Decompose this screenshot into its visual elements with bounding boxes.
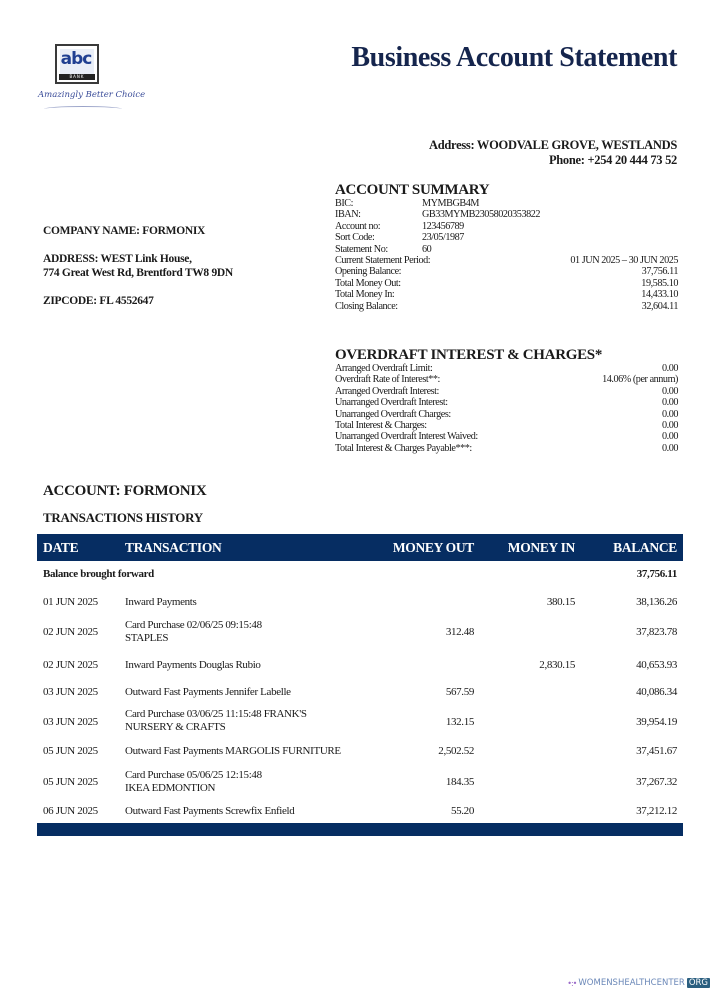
row-balance: 37,823.78 bbox=[636, 626, 677, 638]
row-money-out: 184.35 bbox=[445, 776, 474, 788]
watermark-badge: ORG bbox=[688, 978, 708, 988]
overdraft-value: 0.00 bbox=[661, 385, 678, 397]
column-header-transaction: TRANSACTION bbox=[125, 540, 222, 555]
summary-row-statement-no bbox=[335, 244, 678, 255]
row-date: 01 JUN 2025 bbox=[43, 596, 98, 608]
row-description: Outward Fast Payments MARGOLIS FURNITURE bbox=[125, 745, 341, 757]
row-money-in: 2,830.15 bbox=[539, 659, 575, 671]
row-date: 05 JUN 2025 bbox=[43, 745, 98, 757]
row-description: Card Purchase 02/06/25 09:15:48 bbox=[125, 619, 262, 631]
overdraft-value: 0.00 bbox=[661, 431, 678, 443]
summary-value: GB33MYMB23058020353822 bbox=[422, 209, 541, 221]
row-description: Card Purchase 05/06/25 12:15:48 bbox=[125, 769, 262, 781]
summary-label: Sort Code: bbox=[335, 232, 375, 244]
account-summary-title: ACCOUNT SUMMARY bbox=[335, 182, 490, 198]
logo-swoosh bbox=[44, 106, 122, 112]
overdraft-section bbox=[335, 347, 678, 454]
table-row bbox=[37, 650, 683, 677]
company-address-line1: ADDRESS: WEST Link House, bbox=[43, 253, 192, 265]
summary-row-money-in bbox=[335, 289, 678, 300]
row-balance: 37,267.32 bbox=[636, 776, 677, 788]
column-header-balance: BALANCE bbox=[613, 540, 677, 555]
summary-row-bic bbox=[335, 198, 678, 209]
summary-row-money-out bbox=[335, 278, 678, 289]
row-money-out: 312.48 bbox=[445, 626, 474, 638]
overdraft-value: 0.00 bbox=[661, 408, 678, 420]
overdraft-row bbox=[335, 363, 678, 374]
table-row bbox=[37, 614, 683, 650]
account-title: ACCOUNT: FORMONIX bbox=[43, 483, 207, 499]
row-balance: 40,653.93 bbox=[636, 659, 677, 671]
bank-logo bbox=[38, 44, 146, 114]
summary-label: Current Statement Period: bbox=[335, 254, 431, 266]
watermark-dots-icon: •:• bbox=[567, 978, 577, 988]
company-name: COMPANY NAME: FORMONIX bbox=[43, 225, 206, 237]
summary-value: 37,756.11 bbox=[641, 266, 678, 278]
summary-label: IBAN: bbox=[335, 209, 361, 221]
row-date: 02 JUN 2025 bbox=[43, 626, 98, 638]
row-money-out: 132.15 bbox=[445, 716, 474, 728]
summary-value: 19,585.10 bbox=[641, 277, 678, 289]
column-header-money-in: MONEY IN bbox=[507, 540, 575, 555]
row-description: Inward Payments Douglas Rubio bbox=[125, 659, 261, 671]
row-balance: 40,086.34 bbox=[636, 686, 677, 698]
summary-row-closing-balance bbox=[335, 301, 678, 312]
row-description-line2: IKEA EDMONTION bbox=[125, 782, 216, 794]
brought-forward-balance: 37,756.11 bbox=[636, 568, 677, 580]
table-row-brought-forward bbox=[37, 561, 683, 588]
summary-label: BIC: bbox=[335, 198, 354, 209]
table-row bbox=[37, 798, 683, 823]
row-balance: 37,212.12 bbox=[636, 805, 677, 817]
row-date: 03 JUN 2025 bbox=[43, 716, 98, 728]
table-row bbox=[37, 677, 683, 705]
summary-row-period bbox=[335, 255, 678, 266]
bank-address: Address: WOODVALE GROVE, WESTLANDS bbox=[429, 138, 677, 152]
overdraft-value: 14.06% (per annum) bbox=[602, 374, 678, 386]
summary-value: MYMBGB4M bbox=[422, 198, 479, 209]
row-date: 02 JUN 2025 bbox=[43, 659, 98, 671]
summary-value: 60 bbox=[422, 243, 432, 255]
overdraft-value: 0.00 bbox=[661, 442, 678, 454]
row-description-line2: NURSERY & CRAFTS bbox=[125, 721, 226, 733]
table-footer-bar bbox=[37, 823, 683, 836]
table-row bbox=[37, 737, 683, 765]
table-header bbox=[37, 534, 683, 561]
summary-value: 32,604.11 bbox=[641, 300, 678, 312]
summary-value: 123456789 bbox=[422, 220, 464, 232]
logo-letters: abc bbox=[60, 49, 92, 69]
row-money-out: 567.59 bbox=[445, 686, 474, 698]
overdraft-row bbox=[335, 397, 678, 408]
bank-address-block bbox=[429, 138, 677, 168]
summary-label: Account no: bbox=[335, 220, 381, 232]
summary-value: 14,433.10 bbox=[641, 289, 678, 301]
summary-label: Opening Balance: bbox=[335, 266, 402, 278]
bank-phone: Phone: +254 20 444 73 52 bbox=[548, 153, 677, 167]
overdraft-row bbox=[335, 386, 678, 397]
overdraft-value: 0.00 bbox=[661, 397, 678, 409]
column-header-money-out: MONEY OUT bbox=[392, 540, 474, 555]
summary-row-iban bbox=[335, 209, 678, 220]
logo-tagline: Amazingly Better Choice bbox=[38, 90, 146, 100]
summary-value: 01 JUN 2025 – 30 JUN 2025 bbox=[570, 254, 678, 266]
row-balance: 37,451.67 bbox=[636, 745, 677, 757]
row-date: 05 JUN 2025 bbox=[43, 776, 98, 788]
table-row bbox=[37, 588, 683, 614]
row-money-out: 2,502.52 bbox=[438, 745, 474, 757]
overdraft-label: Total Interest & Charges Payable***: bbox=[335, 442, 472, 454]
row-date: 06 JUN 2025 bbox=[43, 805, 98, 817]
summary-label: Total Money In: bbox=[335, 289, 395, 301]
overdraft-row bbox=[335, 420, 678, 431]
logo-bar: BANK bbox=[59, 74, 95, 80]
overdraft-label: Arranged Overdraft Limit: bbox=[335, 363, 433, 374]
watermark bbox=[567, 978, 710, 988]
summary-row-sort-code bbox=[335, 232, 678, 243]
overdraft-row bbox=[335, 443, 678, 454]
row-description: Outward Fast Payments Jennifer Labelle bbox=[125, 686, 291, 698]
overdraft-row bbox=[335, 431, 678, 442]
overdraft-label: Unarranged Overdraft Interest: bbox=[335, 397, 448, 409]
page-title: Business Account Statement bbox=[351, 42, 677, 73]
column-header-date: DATE bbox=[43, 540, 79, 555]
overdraft-row bbox=[335, 409, 678, 420]
brought-forward-label: Balance brought forward bbox=[43, 568, 154, 580]
summary-row-opening-balance bbox=[335, 266, 678, 277]
summary-value: 23/05/1987 bbox=[422, 232, 464, 244]
overdraft-row bbox=[335, 374, 678, 385]
account-summary bbox=[335, 182, 678, 312]
row-money-out: 55.20 bbox=[450, 805, 474, 817]
overdraft-label: Total Interest & Charges: bbox=[335, 419, 427, 431]
row-balance: 38,136.26 bbox=[636, 596, 677, 608]
summary-label: Statement No: bbox=[335, 243, 388, 255]
row-balance: 39,954.19 bbox=[636, 716, 677, 728]
overdraft-label: Unarranged Overdraft Charges: bbox=[335, 408, 451, 420]
table-row bbox=[37, 765, 683, 798]
summary-label: Total Money Out: bbox=[335, 277, 401, 289]
overdraft-label: Arranged Overdraft Interest: bbox=[335, 385, 439, 397]
company-block bbox=[43, 224, 233, 308]
transactions-table bbox=[37, 534, 683, 836]
row-money-in: 380.15 bbox=[546, 596, 575, 608]
row-description: Inward Payments bbox=[125, 596, 197, 608]
overdraft-title: OVERDRAFT INTEREST & CHARGES* bbox=[335, 347, 603, 363]
table-row bbox=[37, 705, 683, 737]
row-description: Outward Fast Payments Screwfix Enfield bbox=[125, 805, 295, 817]
row-description-line2: STAPLES bbox=[125, 632, 169, 644]
company-zipcode: ZIPCODE: FL 4552647 bbox=[43, 295, 154, 307]
logo-mark bbox=[55, 44, 99, 84]
summary-label: Closing Balance: bbox=[335, 300, 398, 312]
transactions-title: TRANSACTIONS HISTORY bbox=[43, 510, 203, 525]
company-address-line2: 774 Great West Rd, Brentford TW8 9DN bbox=[43, 267, 233, 279]
overdraft-label: Overdraft Rate of Interest**: bbox=[335, 374, 440, 386]
summary-row-account-no bbox=[335, 221, 678, 232]
watermark-text: WOMENSHEALTHCENTER bbox=[578, 978, 685, 988]
row-date: 03 JUN 2025 bbox=[43, 686, 98, 698]
overdraft-label: Unarranged Overdraft Interest Waived: bbox=[335, 431, 478, 443]
row-description: Card Purchase 03/06/25 11:15:48 FRANK'S bbox=[125, 708, 307, 720]
overdraft-value: 0.00 bbox=[661, 419, 678, 431]
overdraft-value: 0.00 bbox=[661, 363, 678, 374]
